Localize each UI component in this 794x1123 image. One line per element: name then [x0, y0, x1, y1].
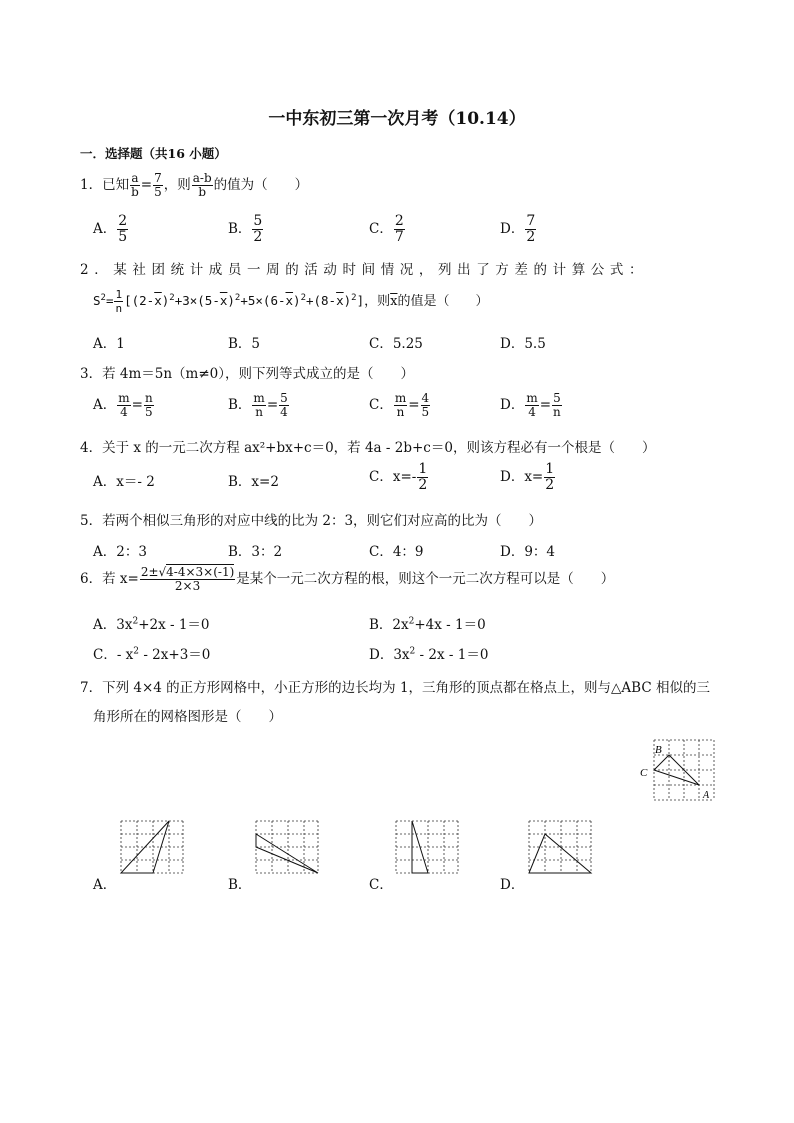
page-title: 一中东初三第一次月考（10.14） [268, 109, 526, 129]
option-c[interactable]: C．- $x^2 - 2x+3=0$ [93, 646, 211, 663]
option-c[interactable]: C．x=- $\frac{1}{2}$ [369, 461, 428, 493]
question-7-line2: 角形所在的网格图形是（ ） [93, 709, 282, 725]
option-b-grid[interactable] [253, 818, 321, 880]
question-5: 5．若两个相似三角形的对应中线的比为 2：3，则它们对应高的比为（ ） [80, 513, 543, 529]
option-d[interactable]: D．9：4 [500, 544, 556, 560]
section-heading: 一．选择题（共16 小题） [80, 146, 227, 161]
option-a[interactable]: A．$3x^2+2x - 1=0$ [93, 616, 210, 633]
fraction: $\frac{a}{b}$ [131, 171, 139, 199]
equals: = [140, 177, 153, 193]
question-3: 3．若 4m＝5n（m≠0），则下列等式成立的是（ ） [80, 366, 415, 382]
question-7: 7．下列 4×4 的正方形网格中，小正方形的边长均为 1，三角形的顶点都在格点上，则与△ABC 相似的三 [80, 680, 710, 696]
option-d[interactable]: D．5.5 [500, 336, 546, 352]
question-2: 2．某社团统计成员一周的活动时间情况，列出了方差的计算公式： [80, 262, 649, 278]
option-c[interactable]: C． [369, 877, 393, 893]
fraction: $\frac{a-b}{b}$ [192, 171, 212, 199]
option-c-grid[interactable] [393, 818, 461, 880]
label-a: A [703, 790, 710, 801]
option-d[interactable]: D．x= $\frac{1}{2}$ [500, 461, 555, 493]
option-a-grid[interactable] [118, 818, 186, 880]
option-c[interactable]: C． $\frac{m}{n}$ = $\frac{4}{5}$ [369, 391, 430, 419]
option-a[interactable]: A． $\frac{m}{4}$ = $\frac{n}{5}$ [93, 391, 153, 419]
q1-prefix: 1．已知 [80, 177, 130, 193]
q1-mid: ，则 [163, 177, 191, 193]
option-a[interactable]: A． $\frac{2}{5}$ [93, 213, 128, 245]
option-a[interactable]: A．x＝- 2 [93, 474, 155, 490]
option-b[interactable]: B．$2x^2+4x - 1=0$ [369, 616, 486, 633]
reference-triangle-grid [638, 736, 722, 806]
option-a[interactable]: A．1 [93, 336, 125, 352]
q2-formula: $S^2=$ $\frac{1}{n}$ $[(2-\overline{x})^2+3\times(5-\overline{x})^2+5\times(6-\overline{x})^2+(8-\overline{x})^2]$，则$\overline{x}$的值是（ ） [93, 288, 489, 315]
option-b[interactable]: B． $\frac{5}{2}$ [228, 213, 263, 245]
fraction: $\frac{7}{5}$ [154, 171, 162, 199]
option-c[interactable]: C． $\frac{2}{7}$ [369, 213, 404, 245]
label-c: C [640, 767, 648, 779]
q1-suffix: 的值为（ ） [213, 177, 309, 193]
label-b: B [655, 744, 662, 756]
option-d[interactable]: D． $\frac{m}{4}$ = $\frac{5}{n}$ [500, 391, 561, 419]
option-c[interactable]: C．4：9 [369, 544, 424, 560]
question-1 [80, 172, 308, 199]
option-d[interactable]: D．$3x^2 - 2x - 1=0$ [369, 646, 489, 663]
question-6: 6．若 x= $\frac{2\pm√4-4\times 3\times(-1)}{2\times 3}$ 是某个一元二次方程的根，则这个一元二次方程可以是（ ） [80, 565, 615, 593]
option-b[interactable]: B．3：2 [228, 544, 283, 560]
option-a[interactable]: A．2：3 [93, 544, 147, 560]
option-d[interactable]: D． $\frac{7}{2}$ [500, 213, 536, 245]
option-d-grid[interactable] [526, 818, 594, 880]
option-b[interactable]: B．5 [228, 336, 261, 352]
option-b[interactable]: B． $\frac{m}{n}$ = $\frac{5}{4}$ [228, 391, 288, 419]
question-4: 4．关于 x 的一元二次方程 ax²+bx+c＝0，若 4a - 2b+c＝0，则该方程必有一个根是（ ） [80, 440, 656, 456]
option-c[interactable]: C．5.25 [369, 336, 423, 352]
option-b[interactable]: B．x=2 [228, 474, 279, 490]
option-b[interactable]: B． [228, 877, 252, 893]
option-d[interactable]: D． [500, 877, 525, 893]
option-a[interactable]: A． [93, 877, 117, 893]
